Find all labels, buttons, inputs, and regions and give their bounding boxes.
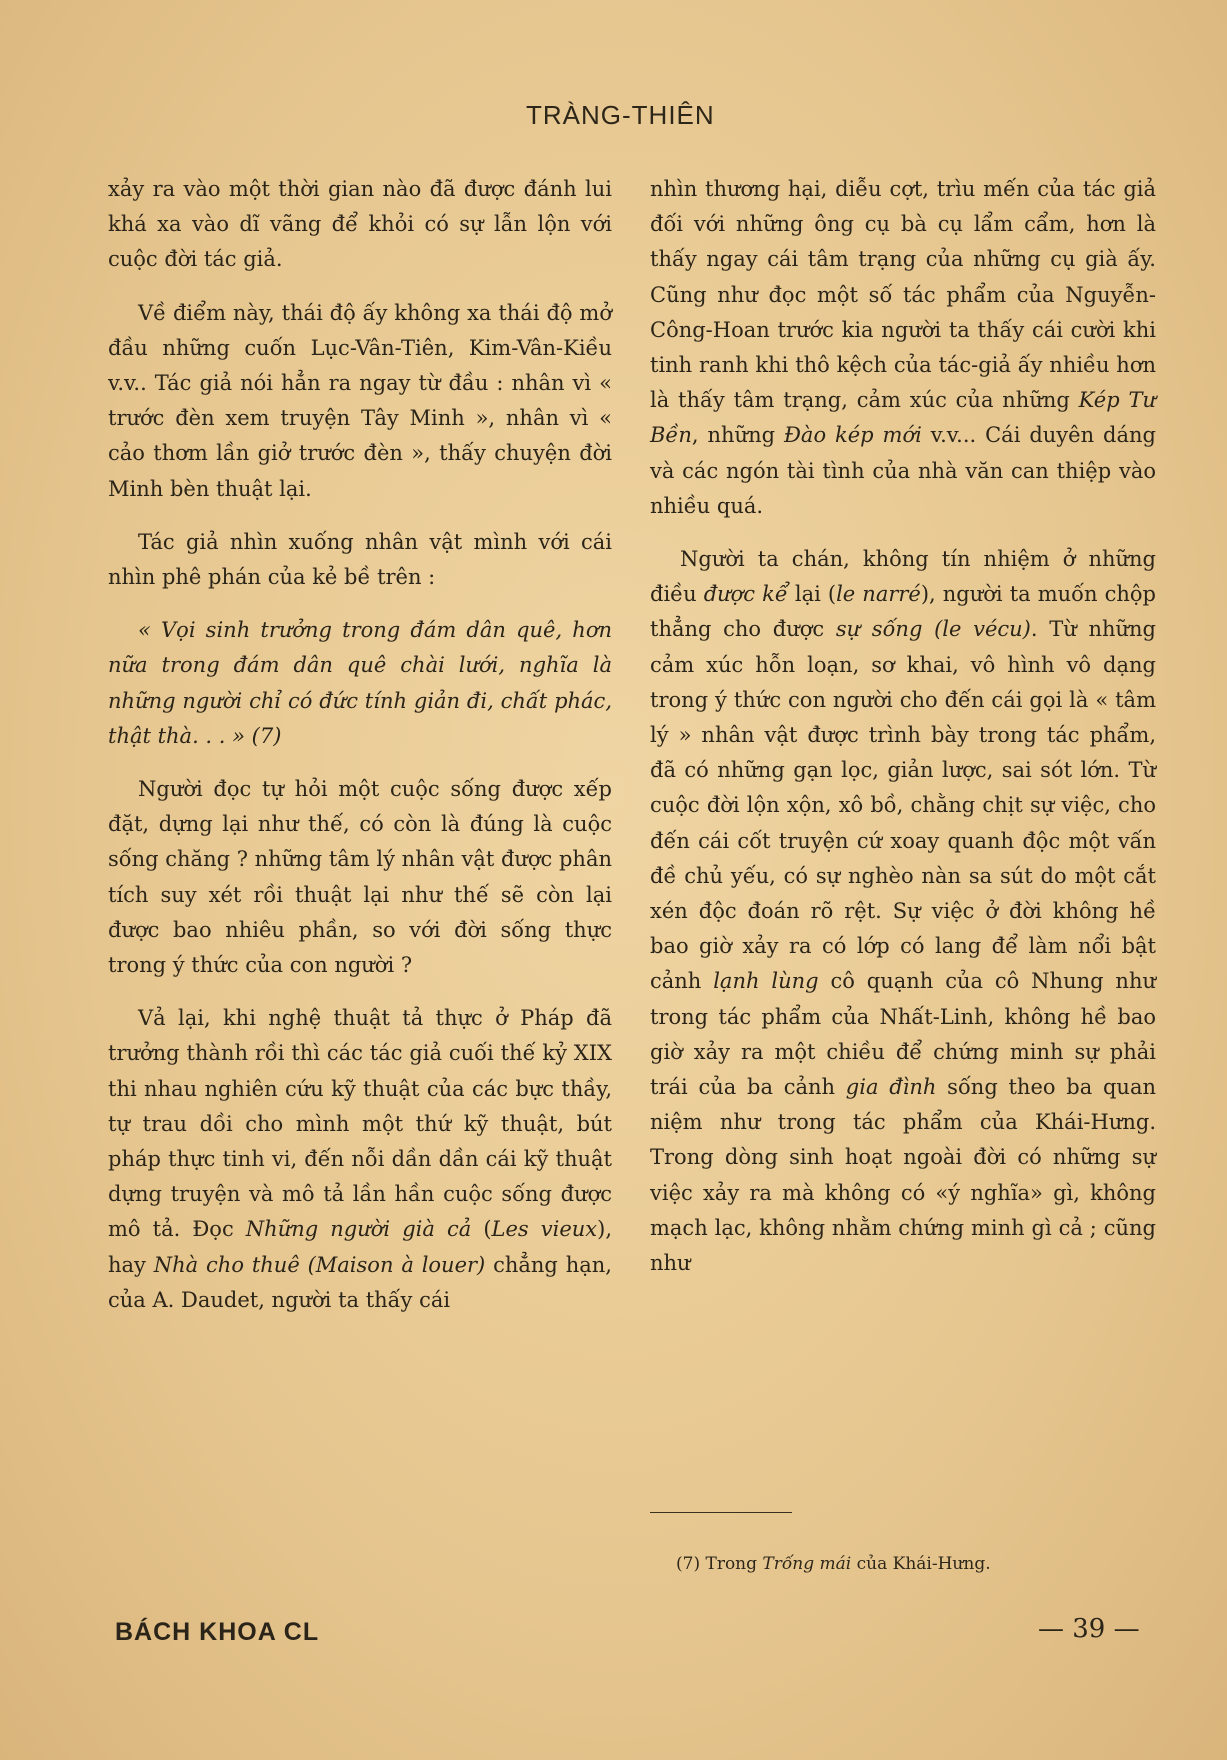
page-number: — 39 — [1038,1614,1140,1644]
text-run: Người ta chán, không tín nhiệm ở những điều [650,547,1156,607]
text-run: ), hay [108,1217,613,1277]
italic-title: Les vieux [491,1217,598,1242]
text-run: lại ( [787,582,837,607]
left-column [108,172,612,1336]
footnote [676,1554,991,1574]
text-run: cô quạnh của cô Nhung như trong tác phẩm của Nhất-Linh, không hề bao giờ xảy ra một chiều để chứng minh sự phải trái của ba cảnh [650,969,1157,1100]
italic-text: được kể [703,582,788,607]
italic-title: Đào kép mới [783,423,922,448]
footnote-rule [650,1512,792,1513]
italic-title: Nhà cho thuê (Maison à louer) [153,1252,486,1277]
paragraph: Tác giả nhìn xuống nhân vật mình với cái nhìn phê phán của kẻ bề trên : [108,529,612,590]
text-run: sống theo ba quan niệm như trong tác phẩm của Khái-Hưng. Trong dòng sinh hoạt ngoài đời có những sự việc xảy ra mà không có «ý nghĩa» gì, không mạch lạc, không nhằm chứng minh gì cả ; cũng như [650,1075,1156,1276]
italic-text: le narré [836,582,921,607]
text-run: nhìn thương hại, diễu cợt, trìu mến của tác giả đối với những ông cụ bà cụ lẩm cẩm, hơn là thấy ngay cái tâm trạng của những cụ già ấy. Cũng như đọc một số tác phẩm của Nguyễn-Công-Hoan trước kia người ta thấy cái cười khi tinh ranh khi thô kệch của tác-giả ấy nhiều hơn là thấy tâm trạng, cảm xúc của những [650,177,1156,413]
right-column [650,172,1156,1299]
text-run: của Khái-Hưng. [851,1554,991,1574]
paragraph [650,172,1156,524]
italic-title: Những người già cả [245,1217,472,1242]
magazine-name: BÁCH KHOA CL [115,1618,320,1646]
paragraph [650,542,1156,1281]
paragraph [108,1001,612,1318]
paragraph: Về điểm này, thái độ ấy không xa thái độ mở đầu những cuốn Lục-Vân-Tiên, Kim-Vân-Kiều v.v.. Tác giả nói hẳn ra ngay từ đầu : nhân vì « trước đèn xem truyện Tây Minh », nhân vì « cảo thơm lần giở trước đèn », thấy chuyện đời Minh bèn thuật lại. [108,300,612,501]
italic-title: Trống mái [762,1554,852,1574]
text-run: , những [691,423,784,448]
italic-text: lạnh lùng [713,969,819,994]
italic-text: sự sống (le vécu) [835,617,1031,642]
running-title: TRÀNG-THIÊN [526,100,715,130]
text-run: . Từ những cảm xúc hỗn loạn, sơ khai, vô hình vô dạng trong ý thức con người cho đến cái gọi là « tâm lý » nhân vật được trình bày trong tác phẩm, đã có những gạn lọc, giản lược, sai sót lớn. Từ cuộc đời lộn xộn, xô bồ, chằng chịt sự việc, cho đến cái cốt truyện cứ xoay quanh độc một vấn đề chủ yếu, có sự nghèo nàn sa sút do một cắt xén độc đoán rõ rệt. Sự việc ở đời không hề bao giờ xảy ra có lớp có lang để làm nổi bật cảnh [650,617,1156,994]
text-run: (7) Trong [676,1554,763,1574]
quote-paragraph: « Vọi sinh trưởng trong đám dân quê, hơn nữa trong đám dân quê chài lưới, nghĩa là những người chỉ có đức tính giản đi, chất phác, thật thà. . . » (7) [108,618,612,748]
text-run: Vả lại, khi nghệ thuật tả thực ở Pháp đã trưởng thành rồi thì các tác giả cuối thế kỷ XIX thi nhau nghiên cứu kỹ thuật của các bực thầy, tự trau dồi cho mình một thứ kỹ thuật, bút pháp thực tinh vi, đến nỗi dần dần cái kỹ thuật dựng truyện và mô tả lần hần cuộc sống được mô tả. Đọc [108,1006,612,1242]
italic-title: Kép Tư Bền [650,388,1156,448]
paragraph: xảy ra vào một thời gian nào đã được đánh lui khá xa vào dĩ vãng để khỏi có sự lẫn lộn với cuộc đời tác giả. [108,177,612,272]
text-run: ( [471,1217,492,1242]
text-run: chẳng hạn, của A. Daudet, người ta thấy cái [108,1252,612,1312]
text-run: ), người ta muốn chộp thẳng cho được [650,582,1156,642]
italic-text: gia đình [845,1075,937,1100]
paragraph: Người đọc tự hỏi một cuộc sống được xếp đặt, dựng lại như thế, có còn là đúng là cuộc sống chăng ? những tâm lý nhân vật được phân tích suy xét rồi thuật lại như thế sẽ còn lại được bao nhiêu phần, so với đời sống thực trong ý thức của con người ? [108,777,612,978]
text-run: v.v... Cái duyên dáng và các ngón tài tình của nhà văn can thiệp vào nhiều quá. [650,423,1156,518]
